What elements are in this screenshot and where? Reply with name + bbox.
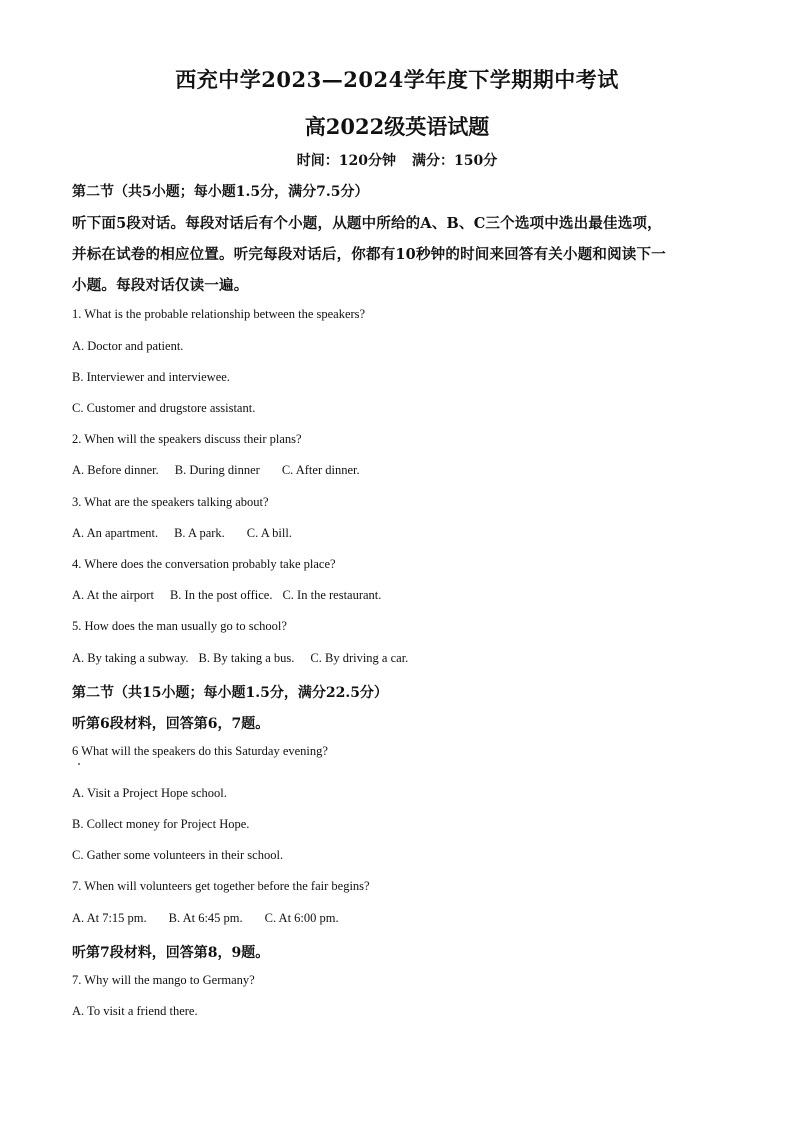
- option-c: C. In the restaurant.: [282, 588, 382, 602]
- material-heading: 听第6段材料，回答第6，7题。: [72, 716, 270, 732]
- option-c: C. By driving a car.: [310, 651, 409, 665]
- option-c: C. Gather some volunteers in their school.: [72, 848, 284, 862]
- question-3: 3. What are the speakers talking about?: [72, 495, 269, 509]
- option-a: A. An apartment.: [72, 526, 159, 540]
- option-a: A. Doctor and patient.: [72, 339, 184, 353]
- option-a: A. Before dinner.: [72, 463, 159, 477]
- option-a: A. To visit a friend there.: [72, 1004, 198, 1018]
- material-heading: 听第7段材料，回答第8，9题。: [72, 945, 270, 961]
- option-a: A. At 7:15 pm.: [72, 911, 147, 925]
- stray-mark: [78, 763, 80, 765]
- exam-score: 满分：150分: [412, 153, 498, 169]
- section-heading: 第二节（共5小题；每小题1.5分，满分7.5分）: [72, 184, 369, 200]
- option-b: B. A park.: [174, 526, 225, 540]
- exam-time-score: [0, 150, 794, 170]
- instruction-line: 并标在试卷的相应位置。听完每段对话后，你都有10秒钟的时间来回答有关小题和阅读下一: [72, 246, 666, 263]
- option-a: A. By taking a subway.: [72, 651, 189, 665]
- question-6: 6 What will the speakers do this Saturday evening?: [72, 744, 328, 758]
- options-row: [72, 463, 732, 478]
- option-c: C. A bill.: [246, 526, 292, 540]
- section-heading: 第二节（共15小题；每小题1.5分，满分22.5分）: [72, 685, 388, 701]
- question-7: 7. When will volunteers get together before the fair begins?: [72, 879, 370, 893]
- exam-subtitle: 高2022级英语试题: [304, 114, 490, 139]
- question-4: 4. Where does the conversation probably take place?: [72, 557, 336, 571]
- option-b: B. During dinner: [174, 463, 260, 477]
- options-row: [72, 651, 732, 666]
- exam-title: 西充中学2023—2024学年度下学期期中考试: [175, 67, 619, 92]
- option-c: C. At 6:00 pm.: [264, 911, 339, 925]
- options-row: [72, 588, 732, 603]
- options-row: [72, 526, 732, 541]
- option-a: A. Visit a Project Hope school.: [72, 786, 227, 800]
- question-8: 7. Why will the mango to Germany?: [72, 973, 255, 987]
- option-b: B. By taking a bus.: [198, 651, 295, 665]
- instruction-line: 小题。每段对话仅读一遍。: [72, 277, 249, 294]
- option-b: B. In the post office.: [169, 588, 273, 602]
- option-b: B. Collect money for Project Hope.: [72, 817, 250, 831]
- exam-time: 时间：120分钟: [296, 153, 396, 169]
- option-b: B. At 6:45 pm.: [168, 911, 243, 925]
- instruction-line: 听下面5段对话。每段对话后有个小题，从题中所给的A、B、C三个选项中选出最佳选项，: [72, 215, 662, 232]
- option-c: C. After dinner.: [281, 463, 360, 477]
- option-b: B. Interviewer and interviewee.: [72, 370, 230, 384]
- option-c: C. Customer and drugstore assistant.: [72, 401, 256, 415]
- question-1: 1. What is the probable relationship between the speakers?: [72, 307, 366, 321]
- option-a: A. At the airport: [72, 588, 154, 602]
- question-2: 2. When will the speakers discuss their plans?: [72, 432, 302, 446]
- options-row: [72, 911, 732, 926]
- question-5: 5. How does the man usually go to school?: [72, 619, 287, 633]
